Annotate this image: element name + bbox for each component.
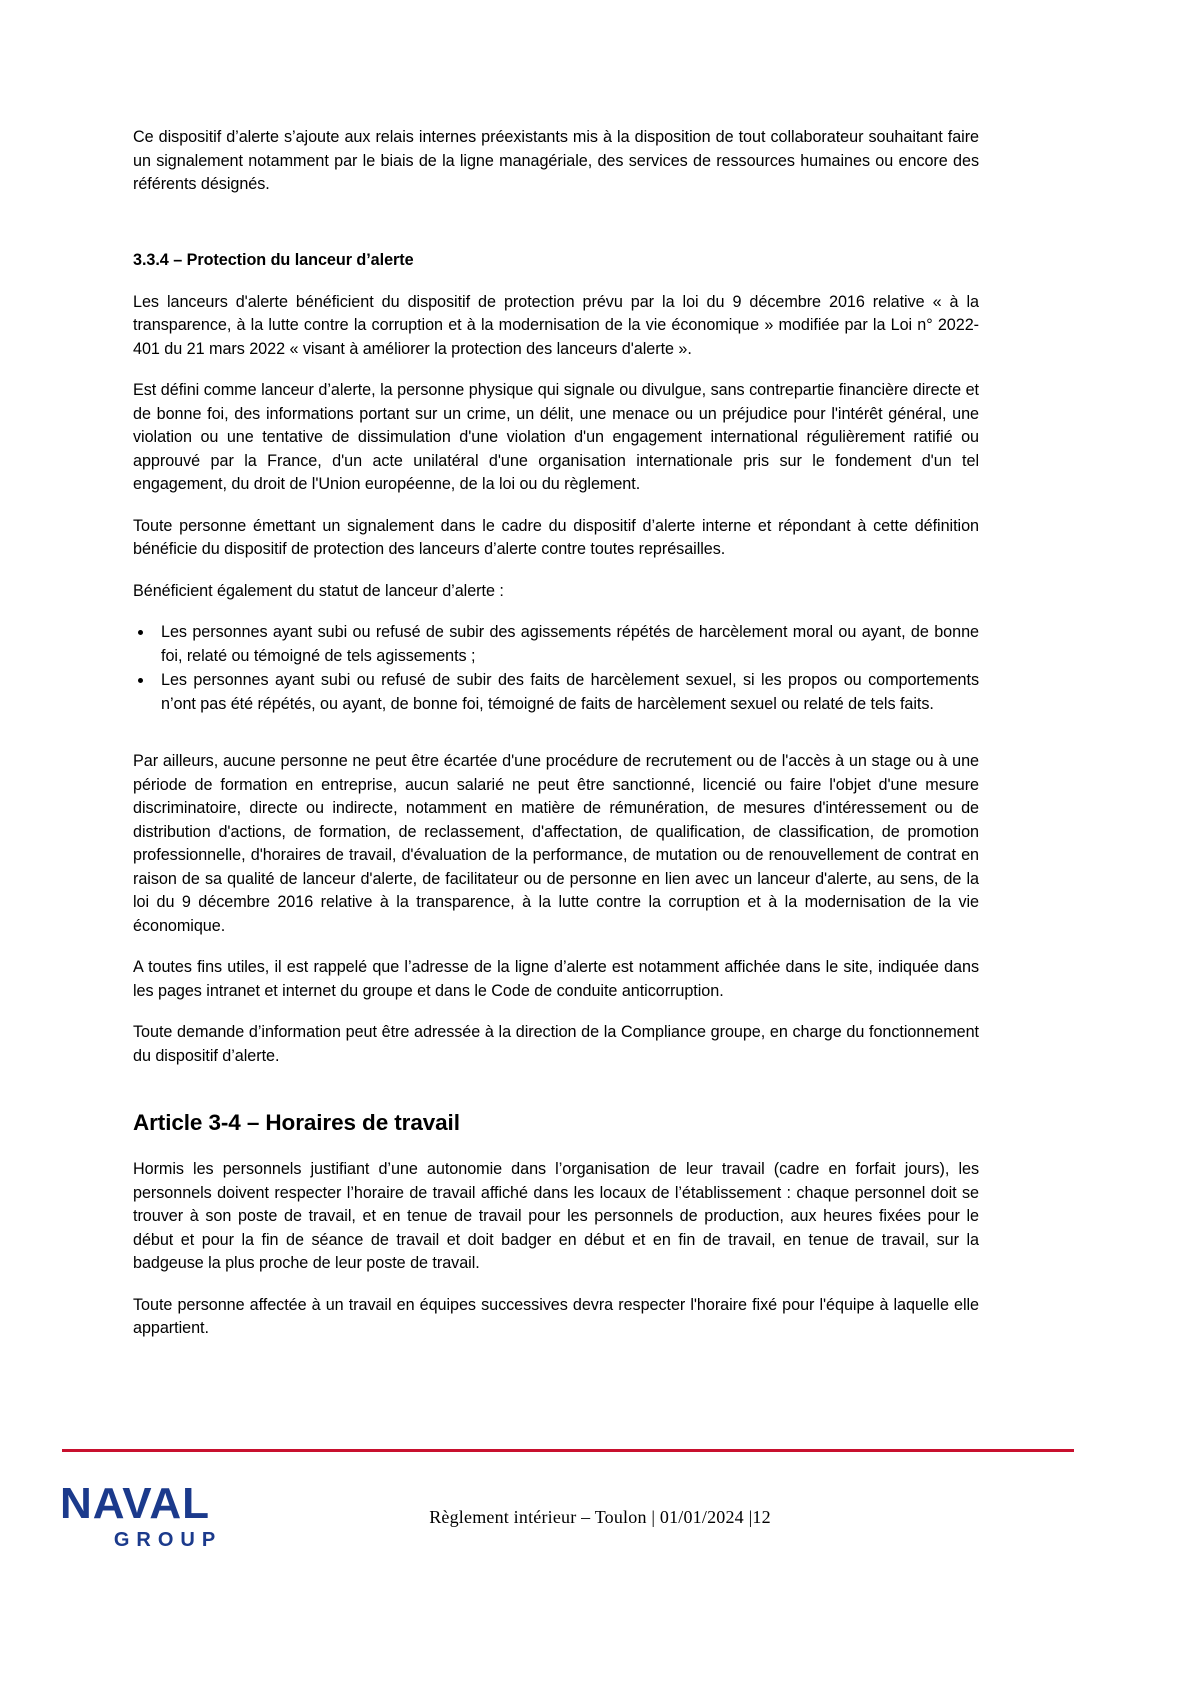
paragraph-protection-loi: Les lanceurs d'alerte bénéficient du dispositif de protection prévu par la loi du 9 décembre 2016 relative « à la transparence, à la lutte contre la corruption et à la modernisation de la vie économique » modifiée par la Loi n° 2022-401 du 21 mars 2022 « visant à améliorer la protection des lanceurs d'alerte ».: [133, 292, 979, 358]
footer-divider: [62, 1449, 1074, 1452]
list-item: [133, 669, 979, 716]
heading-article-3-4: Article 3-4 – Horaires de travail: [133, 1110, 460, 1135]
bullet-dot-icon: [138, 630, 143, 635]
paragraph-intro: Ce dispositif d’alerte s’ajoute aux relais internes préexistants mis à la disposition de tout collaborateur souhaitant faire un signalement notamment par le biais de la ligne managériale, des services de ressources humaines ou encore des référents désignés.: [133, 128, 979, 193]
footer-reference: Règlement intérieur – Toulon | 01/01/2024 |12: [429, 1507, 771, 1527]
list-item: [133, 621, 979, 668]
heading-3-3-4: 3.3.4 – Protection du lanceur d’alerte: [133, 250, 414, 269]
paragraph-toute-demande-information: Toute demande d’information peut être adressée à la direction de la Compliance groupe, en charge du fonctionnement du dispositif d’alerte.: [133, 1023, 979, 1065]
paragraph-beneficient-statut: Bénéficient également du statut de lanceur d’alerte :: [133, 581, 504, 600]
spacer: [133, 215, 979, 249]
bullet-dot-icon: [138, 678, 143, 683]
list-item-text: Les personnes ayant subi ou refusé de subir des agissements répétés de harcèlement moral ou ayant, de bonne foi, relaté ou témoigné de tels agissements ;: [161, 623, 979, 665]
paragraph-toute-personne-emettant: Toute personne émettant un signalement dans le cadre du dispositif d’alerte interne et répondant à cette définition bénéficie du dispositif de protection des lanceurs d’alerte contre toutes représailles.: [133, 516, 979, 558]
bullet-list: [133, 621, 979, 716]
spacer: [133, 1086, 979, 1108]
paragraph-hormis-personnels: Hormis les personnels justifiant d’une autonomie dans l’organisation de leur travail (cadre en forfait jours), les personnels doivent respecter l’horaire de travail affiché dans les locaux de l’établissement : chaque personnel doit se trouver à son poste de travail, et en tenue de travail pour les personnels de production, aux heures fixées pour le début et pour la fin de séance de travail et doit badger en début et en fin de travail, en tenue de travail, sur la badgeuse la plus proche de leur poste de travail.: [133, 1160, 979, 1272]
spacer: [133, 728, 979, 750]
logo-wordmark: NAVAL: [60, 1479, 211, 1528]
page-footer: [0, 1437, 1200, 1697]
logo-subtext: GROUP: [113, 1529, 223, 1551]
paragraph-par-ailleurs: Par ailleurs, aucune personne ne peut être écartée d'une procédure de recrutement ou de l'accès à un stage ou à une période de formation en entreprise, aucun salarié ne peut être sanctionné, licencié ou faire l'objet d'une mesure discriminatoire, directe ou indirecte, notamment en matière de rémunération, de mesures d'intéressement ou de distribution d'actions, de formation, de reclassement, d'affectation, de qualification, de classification, de promotion professionnelle, d'horaires de travail, d'évaluation de la performance, de mutation ou de renouvellement de contrat en raison de sa qualité de lanceur d'alerte, de facilitateur ou de personne en lien avec un lanceur d'alerte, au sens, de la loi du 9 décembre 2016 relative à la transparence, à la lutte contre la corruption et à la modernisation de la vie économique.: [133, 752, 979, 935]
paragraph-equipes-successives: Toute personne affectée à un travail en équipes successives devra respecter l'horaire fixé pour l'équipe à laquelle elle appartient.: [133, 1295, 979, 1337]
paragraph-definition-lanceur: Est défini comme lanceur d’alerte, la personne physique qui signale ou divulgue, sans contrepartie financière directe et de bonne foi, des informations portant sur un crime, un délit, une menace ou un préjudice pour l'intérêt général, une violation ou une tentative de dissimulation d'une violation d'un engagement international régulièrement ratifié ou approuvé par la France, d'un acte unilatéral d'une organisation internationale pris sur le fondement d'un tel engagement, du droit de l'Union européenne, de la loi ou du règlement.: [133, 381, 979, 493]
paragraph-toutes-fins-utiles: A toutes fins utiles, il est rappelé que l’adresse de la ligne d’alerte est notamment affichée dans le site, indiquée dans les pages intranet et internet du groupe et dans le Code de conduite anticorruption.: [133, 958, 979, 1000]
document-body: [133, 126, 979, 1359]
list-item-text: Les personnes ayant subi ou refusé de subir des faits de harcèlement sexuel, si les propos ou comportements n’ont pas été répétés, ou ayant, de bonne foi, témoigné de faits de harcèlement sexuel ou relaté de tels faits.: [161, 671, 979, 713]
